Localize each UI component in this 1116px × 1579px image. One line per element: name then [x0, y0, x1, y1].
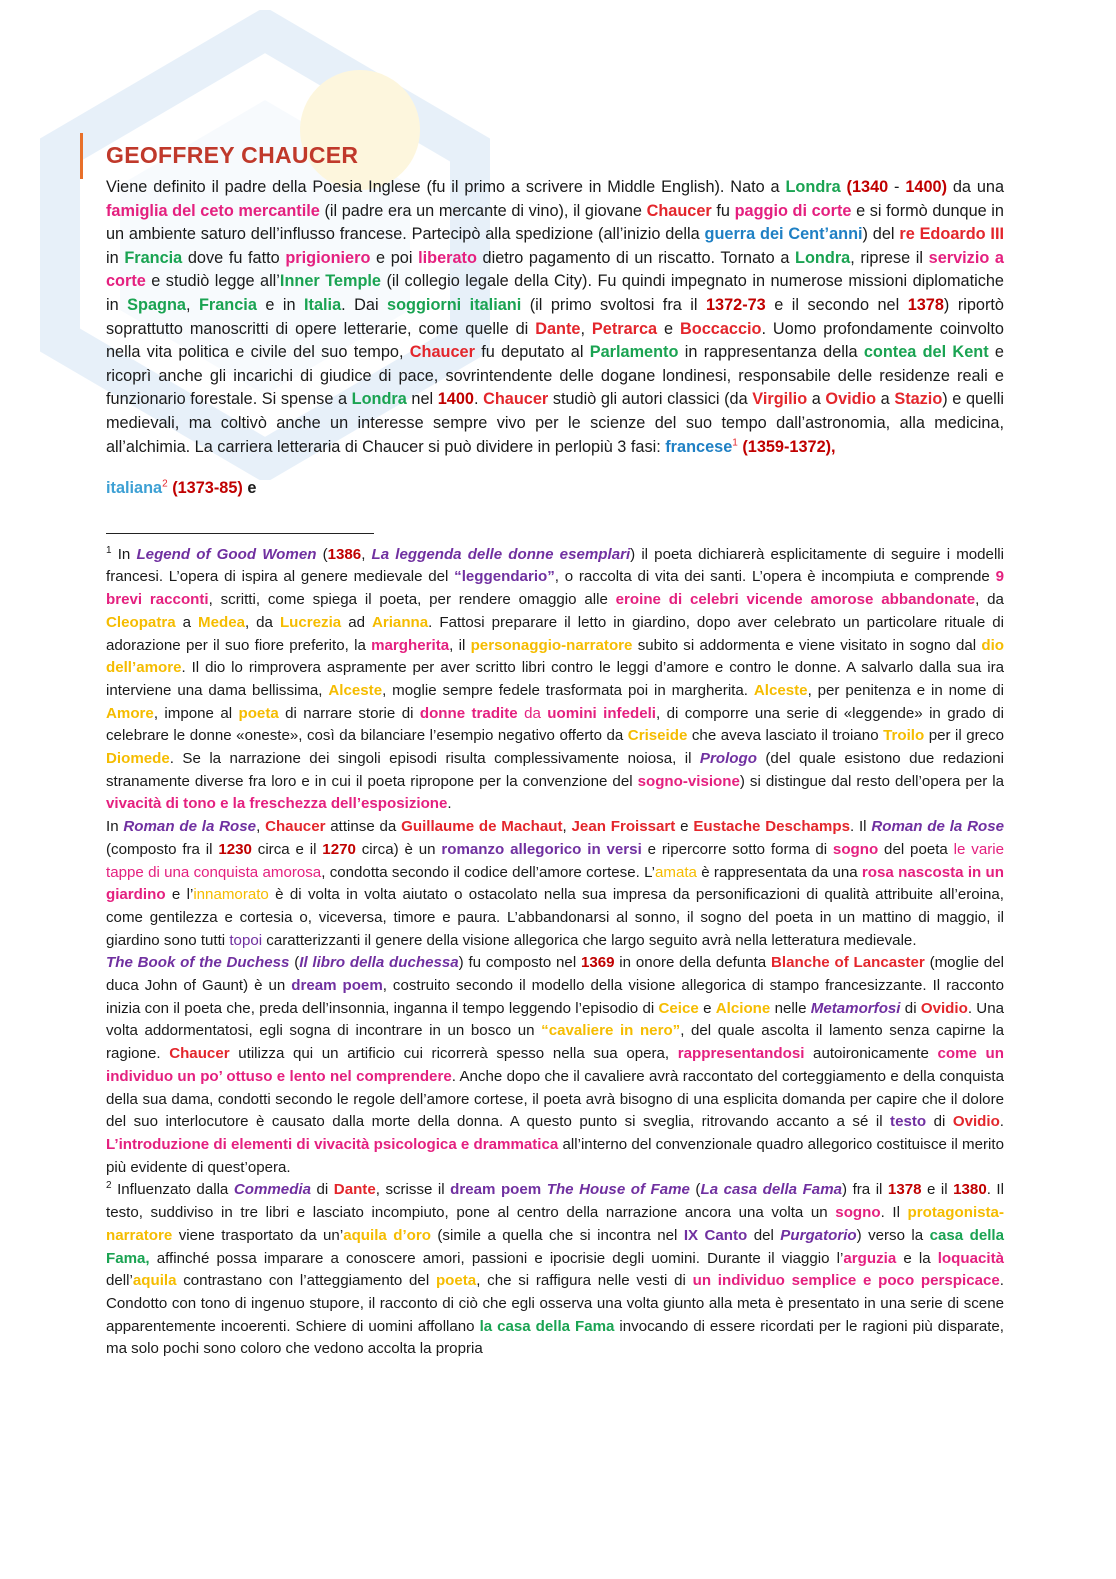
text-run: , per penitenza e in nome di — [807, 681, 1004, 699]
text-run: (moglie del duca John of Gaunt) è un — [106, 954, 1004, 995]
text-run: Chaucer — [646, 201, 712, 220]
text-run: fu — [711, 201, 735, 220]
text-run: invocando di essere ricordati per le ragioni più disparate, ma solo pochi sono coloro che vedono accolta la propria — [106, 1317, 1004, 1358]
text-run: protagonista-narratore — [106, 1204, 1004, 1244]
text-run: Londra — [351, 390, 407, 409]
page-title: GEOFFREY CHAUCER — [106, 142, 359, 168]
text-run: rosa nascosta in un giardino — [106, 863, 1004, 904]
text-run: 1380 — [953, 1181, 987, 1199]
text-run: , costruito secondo il modello della visione allegorica di stampo francesizzante. Il racconto inizia con il poeta che, preda dell’insonnia, inganna il tempo leggendo l’episodio di — [106, 977, 1004, 1017]
footnote-separator — [106, 533, 374, 534]
text-run: , da — [975, 591, 1004, 609]
text-run: ) del — [862, 225, 900, 244]
text-run: Ovidio — [952, 1113, 1000, 1131]
text-run: e in — [256, 295, 305, 314]
text-run: Chaucer — [483, 390, 549, 409]
text-run: di — [900, 999, 921, 1017]
text-run: ) fu composto nel — [458, 954, 581, 972]
text-run: Stazio — [894, 390, 943, 409]
text-run: (simile a quella che si incontra nel — [430, 1226, 684, 1244]
text-run: . Il — [880, 1204, 908, 1222]
text-run: sogno-visione — [637, 772, 740, 790]
text-run: a — [807, 390, 826, 409]
text-run: (1373-85) — [167, 479, 243, 498]
text-run: . Una volta addormentatosi, egli sogna di incontrare in un bosco un — [106, 999, 1004, 1040]
text-run: ( — [840, 178, 852, 196]
text-run: Parlamento — [589, 343, 679, 362]
text-run: Medea — [198, 613, 245, 631]
text-run: dietro pagamento di un riscatto. Tornato a — [476, 248, 796, 267]
text-run: sogno — [832, 840, 879, 858]
text-run: e il — [921, 1181, 954, 1199]
text-run: L’introduzione di elementi di vivacità psicologica e drammatica — [106, 1136, 559, 1153]
text-run: Londra — [795, 248, 851, 267]
text-run: viene trasportato da un’ — [172, 1226, 344, 1244]
text-run: 1386 — [327, 545, 362, 563]
text-run: Jean Froissart — [571, 818, 676, 836]
text-run: dell’ — [106, 1272, 133, 1290]
text-run: da una — [947, 178, 1004, 196]
text-run: del — [747, 1226, 781, 1244]
text-run: in onore della defunta — [614, 954, 771, 972]
text-run: 9 brevi racconti — [106, 568, 1004, 609]
text-run: Amore — [106, 704, 154, 722]
footnote-1 — [106, 544, 1004, 816]
text-run: La casa della Fama — [700, 1181, 843, 1199]
text-run: Chaucer — [409, 343, 475, 362]
text-run: per il greco — [924, 727, 1005, 745]
text-run: dream poem — [450, 1181, 542, 1199]
text-run: “cavaliere in nero” — [541, 1022, 681, 1040]
text-run: Ovidio — [825, 390, 877, 409]
text-run: . Il testo, suddiviso in tre libri e lasciato incompiuto, pone al centro della narrazione ancora una volta un — [106, 1181, 1004, 1222]
text-run: Alceste — [328, 681, 383, 699]
text-run: Ceice — [658, 999, 699, 1017]
text-run: ) e quelli medievali, ma coltivò anche un interesse sempre vivo per le scienze del suo tempo dall’astronomia, alla medicina, all’alchimia. La carriera letteraria di Chaucer si può dividere in perlopiù 3 fasi: — [106, 390, 1004, 456]
text-run: donne tradite — [419, 704, 518, 722]
text-run: affinché possa imparare a conoscere amori, passioni e ipocrisie degli uomini. Durante il viaggio l’ — [149, 1249, 844, 1267]
footnote-1-roman-de-la-rose — [106, 816, 1004, 952]
text-run: servizio a corte — [106, 248, 1004, 291]
text-run: Blanche of Lancaster — [770, 954, 925, 972]
text-run: 1400) — [905, 178, 947, 196]
text-run: Londra — [785, 178, 841, 196]
text-run: Prologo — [699, 750, 757, 768]
text-run: a — [175, 613, 198, 631]
text-run: The Book of the Duchess — [106, 954, 290, 972]
text-run: 1270 — [322, 840, 356, 858]
footnote-1-book-of-duchess — [106, 952, 1004, 1179]
text-run: amata — [655, 863, 697, 881]
text-run: The House of Fame — [546, 1181, 690, 1199]
text-run: Criseide — [627, 727, 688, 745]
text-run: ) il poeta dichiarerà esplicitamente di seguire i modelli francesi. L’opera di ispira al genere medievale del — [106, 545, 1005, 586]
text-run: . Condotto con tono di ingenuo stupore, il racconto di ciò che egli osserva una volta giunto alla meta è presentato in una serie di scene apparentemente incoerenti. Schiere di uomini affollano — [106, 1272, 1004, 1335]
text-run: loquacità — [937, 1249, 1004, 1267]
text-run: , — [361, 545, 372, 563]
text-run: poeta — [238, 704, 279, 722]
text-run: . Il — [849, 818, 872, 836]
text-run: topoi — [229, 931, 263, 949]
text-run: francese — [665, 437, 733, 456]
text-run: , di comporre una serie di «leggende» in grado di celebrare le donne «oneste», così da bilanciare l’esempio negativo offerto da — [106, 704, 1004, 745]
text-run: (il padre era un mercante di vino), il giovane — [319, 201, 647, 220]
text-run: aquila — [132, 1272, 177, 1290]
text-run: e si formò dunque in un ambiente saturo dell’influsso francese. Partecipò alla spedizione (all’inizio della — [106, 201, 1004, 244]
text-run: , — [562, 818, 572, 836]
text-run: 1378 — [887, 1181, 922, 1199]
text-run: , del quale ascolta il lamento senza capirne la ragione. — [106, 1022, 1005, 1063]
text-run: , scrisse il — [375, 1181, 451, 1199]
footnote-ref: 2 — [162, 478, 168, 490]
text-run: e — [698, 999, 716, 1017]
text-run: Alceste — [753, 681, 808, 699]
text-run: Ovidio — [920, 999, 968, 1017]
text-run: dove fu fatto — [182, 248, 286, 267]
text-run: italiana — [106, 479, 163, 498]
text-run: . — [473, 390, 484, 409]
text-run: di — [926, 1113, 953, 1131]
footnote-ref: 1 — [106, 544, 112, 556]
footnote-ref: 2 — [106, 1180, 112, 1192]
text-run: come un individuo un po’ ottuso e lento nel comprendere — [106, 1045, 1004, 1085]
text-run: (composto fra il — [106, 840, 219, 858]
text-run: è rappresentata da una — [696, 863, 862, 881]
text-run: e — [657, 319, 681, 338]
text-run: Chaucer — [265, 818, 326, 836]
text-run: dio dell’amore — [106, 636, 1004, 677]
text-run: e ripercorre sotto forma di — [641, 840, 833, 858]
text-run: e — [675, 818, 694, 836]
text-run: (del quale esistono due redazioni stranamente diverse fra loro e in cui il poeta ripropone per la convenzione del — [106, 750, 1004, 790]
text-run: che aveva lasciato il troiano — [687, 727, 884, 745]
text-run: Chaucer — [169, 1045, 230, 1063]
text-run: attinse da — [325, 818, 402, 836]
text-run: e ricoprì anche gli incarichi di giudice di pace, sovrintendente delle dogane londinesi, responsabile delle residenze reali e funzionario forestale. Si spense a — [106, 343, 1004, 409]
text-run: Metamorfosi — [810, 999, 901, 1017]
text-run: Dante — [535, 319, 581, 338]
text-run: casa della Fama, — [106, 1226, 1005, 1267]
text-run: Boccaccio — [680, 319, 762, 338]
text-run: . Fattosi preparare il letto in giardino, dopo aver celebrato un particolare rituale di adorazione per il suo fiore preferito, la — [106, 613, 1004, 654]
text-run: in rappresentanza della — [678, 343, 864, 362]
text-run: 1378 — [907, 295, 944, 314]
text-run: arguzia — [843, 1249, 897, 1267]
text-run: Roman de la Rose — [123, 818, 257, 836]
text-run: IX Canto — [683, 1226, 748, 1244]
text-run: vivacità di tono e la freschezza dell’esposizione — [106, 795, 448, 813]
text-run: . Se la narrazione dei singoli episodi risulta complessivamente noiosa, il — [169, 750, 700, 768]
text-run: . — [447, 795, 452, 813]
document-page — [106, 140, 1004, 1361]
text-run: In — [106, 818, 124, 836]
text-run: (1359-1372), — [737, 437, 836, 456]
text-run: ) verso la — [856, 1226, 930, 1244]
text-run: circa e il — [251, 840, 323, 858]
text-run: e l’ — [165, 886, 194, 904]
text-run: ( — [289, 954, 300, 972]
text-run: ( — [316, 545, 328, 563]
text-run: - — [888, 178, 906, 196]
text-run: (il primo svoltosi fra il — [521, 295, 706, 314]
text-run: rappresentandosi — [677, 1045, 805, 1063]
text-run: guerra dei Cent’anni — [704, 225, 863, 244]
text-run: liberato — [418, 248, 477, 267]
text-run: . Dai — [341, 295, 388, 314]
title-accent-bar — [80, 133, 83, 179]
text-run: . Uomo profondamente coinvolto nella vita politica e civile del suo tempo, — [106, 319, 1004, 362]
text-run: e studiò legge all’ — [145, 272, 280, 291]
text-run: Roman de la Rose — [871, 818, 1004, 836]
text-run: , riprese il — [850, 248, 929, 267]
text-run: Legend of Good Women — [136, 545, 317, 563]
text-run: , — [256, 818, 266, 836]
text-run: Viene definito il padre della Poesia Inglese (fu il primo a scrivere in Middle English). Nato a — [106, 178, 786, 196]
text-run: , o raccolta di vita dei santi. L’opera è incompiuta e comprende — [554, 568, 996, 586]
text-run: nelle — [770, 999, 811, 1017]
text-run: Diomede — [106, 750, 170, 768]
text-run: uomini infedeli — [547, 704, 656, 722]
text-run: studiò gli autori classici (da — [548, 390, 753, 409]
text-run: 1400 — [437, 390, 474, 409]
text-run: 1230 — [218, 840, 252, 858]
footnote-2 — [106, 1179, 1004, 1361]
text-run: fu deputato al — [474, 343, 590, 362]
text-run: soggiorni italiani — [387, 295, 522, 314]
text-run: ) si distingue dal resto dell’opera per la — [739, 772, 1004, 790]
text-run: a — [876, 390, 895, 409]
phase-italiana-line — [106, 477, 1004, 501]
text-run: La leggenda delle donne esemplari — [371, 545, 631, 563]
text-run: , condotta secondo il codice dell’amore cortese. L’ — [321, 863, 655, 881]
text-run: Guillaume de Machaut — [401, 818, 563, 836]
text-run: di — [311, 1181, 334, 1199]
text-run: romanzo allegorico in versi — [441, 840, 642, 858]
text-run: , che si raffigura nelle vesti di — [476, 1272, 693, 1290]
text-run: autoironicamente — [804, 1045, 938, 1063]
footnote-ref: 1 — [732, 437, 738, 449]
text-run: , da — [244, 613, 280, 631]
text-run: contea del Kent — [863, 343, 989, 362]
text-run: eroine di celebri vicende amorose abbandonate — [615, 591, 976, 609]
text-run: prigioniero — [285, 248, 371, 267]
text-run: , scritti, come spiega il poeta, per rendere omaggio alle — [208, 591, 616, 609]
text-run: Eustache Deschamps — [693, 818, 850, 836]
intro-paragraph — [106, 176, 1004, 459]
text-run: ) fra il — [842, 1181, 888, 1199]
text-run: Petrarca — [591, 319, 658, 338]
text-run: Purgatorio — [780, 1226, 857, 1244]
text-run: (il collegio legale della City). Fu quindi impegnato in numerose missioni diplomatiche in — [106, 272, 1004, 314]
text-run: aquila d’oro — [343, 1226, 431, 1244]
text-run: nel — [406, 390, 438, 409]
text-run: re Edoardo III — [899, 225, 1005, 244]
text-run: famiglia del ceto mercantile — [106, 201, 320, 220]
text-run: poeta — [435, 1272, 477, 1290]
text-run: sogno — [835, 1204, 881, 1222]
text-run: ad — [341, 613, 372, 631]
text-run: utilizza qui un artificio cui ricorrerà spesso nella sua opera, — [229, 1045, 678, 1063]
text-run: “leggendario” — [454, 568, 555, 586]
text-run: 1372-73 — [705, 295, 766, 314]
text-run: Francia — [198, 295, 257, 314]
text-run: contrastano con l’atteggiamento del — [176, 1272, 436, 1290]
text-run: e la — [896, 1249, 938, 1267]
text-run: all’interno del convenzionale quadro allegorico costituisce il merito più evidente di quest’opera. — [106, 1136, 1004, 1176]
text-run: paggio di corte — [734, 201, 852, 220]
text-run: personaggio-narratore — [470, 636, 633, 654]
text-run: Commedia — [233, 1181, 312, 1199]
text-run: , il — [449, 636, 471, 654]
text-run: le varie tappe di una conquista amorosa — [106, 840, 1004, 881]
text-run: ( — [689, 1181, 701, 1199]
text-run: circa) è un — [355, 840, 442, 858]
text-run: 1369 — [580, 954, 615, 972]
text-run: testo — [890, 1113, 927, 1131]
text-run: Alcione — [715, 999, 771, 1017]
text-run: . Anche dopo che il cavaliere avrà raccontato del corteggiamento e della conquista della sua dama, condotti secondo le regole dell’amore cortese, il poeta avrà bisogno di una esplicita domanda per capire che il dolore del suo interlocutore è causato dalla morte della donna. A questo punto si sveglia, ritrovando accanto a sé il — [106, 1067, 1004, 1131]
text-run: la casa della Fama — [479, 1317, 615, 1335]
text-run: , — [580, 319, 592, 338]
text-run: Francia — [124, 248, 183, 267]
text-run: margherita — [371, 636, 450, 654]
text-run: e il secondo nel — [765, 295, 908, 314]
text-run: Troilo — [883, 727, 925, 745]
text-run: , moglie sempre fedele trasformata poi in margherita. — [382, 681, 754, 699]
text-run: Virgilio — [752, 390, 808, 409]
text-run: Dante — [333, 1181, 376, 1199]
text-run: In — [111, 545, 137, 563]
text-run: Spagna — [127, 295, 186, 314]
text-run: un individuo semplice e poco perspicace — [692, 1272, 1000, 1290]
text-run: in — [106, 248, 125, 267]
text-run: Inner Temple — [279, 272, 381, 291]
text-run: , — [185, 295, 199, 314]
text-run: . — [999, 1113, 1004, 1131]
text-run: Lucrezia — [279, 613, 342, 631]
text-run: Influenzato dalla — [111, 1181, 234, 1199]
text-run: e — [242, 479, 257, 498]
text-run: e poi — [370, 248, 419, 267]
text-run: da — [517, 704, 548, 722]
text-run: Il libro della duchessa — [299, 954, 459, 972]
text-run: di narrare storie di — [278, 704, 420, 722]
text-run: . Il dio lo rimprovera aspramente per aver scritto libri contro le leggi d’amore e contro le donne. A salvarlo dalla sua ira interviene una dama bellissima, — [106, 659, 1004, 699]
text-run: ) riportò soprattutto manoscritti di opere letterarie, come quelle di — [106, 295, 1004, 338]
text-run: del poeta — [878, 840, 954, 858]
text-run: è di volta in volta aiutato o ostacolato nella sua impresa da personificazioni di qualità attribuite all’eroina, come gentilezza e cortesia o, viceversa, timore e paura. L’abbandonarsi al sonno, il sogno del poeta in un mattino di maggio, il giardino sono tutti — [106, 886, 1004, 949]
text-run: 1340 — [851, 178, 889, 196]
text-run: Arianna — [371, 613, 429, 631]
text-run: Italia — [304, 295, 342, 314]
text-run: subito si addormenta e viene visitato in sogno dal — [632, 636, 982, 654]
text-run: innamorato — [193, 886, 269, 904]
text-run: , impone al — [153, 704, 239, 722]
text-run: caratterizzanti il genere della visione allegorica che largo seguito avrà nella letteratura medievale. — [262, 931, 917, 949]
text-run: dream poem — [291, 977, 383, 995]
text-run: Cleopatra — [106, 613, 176, 631]
